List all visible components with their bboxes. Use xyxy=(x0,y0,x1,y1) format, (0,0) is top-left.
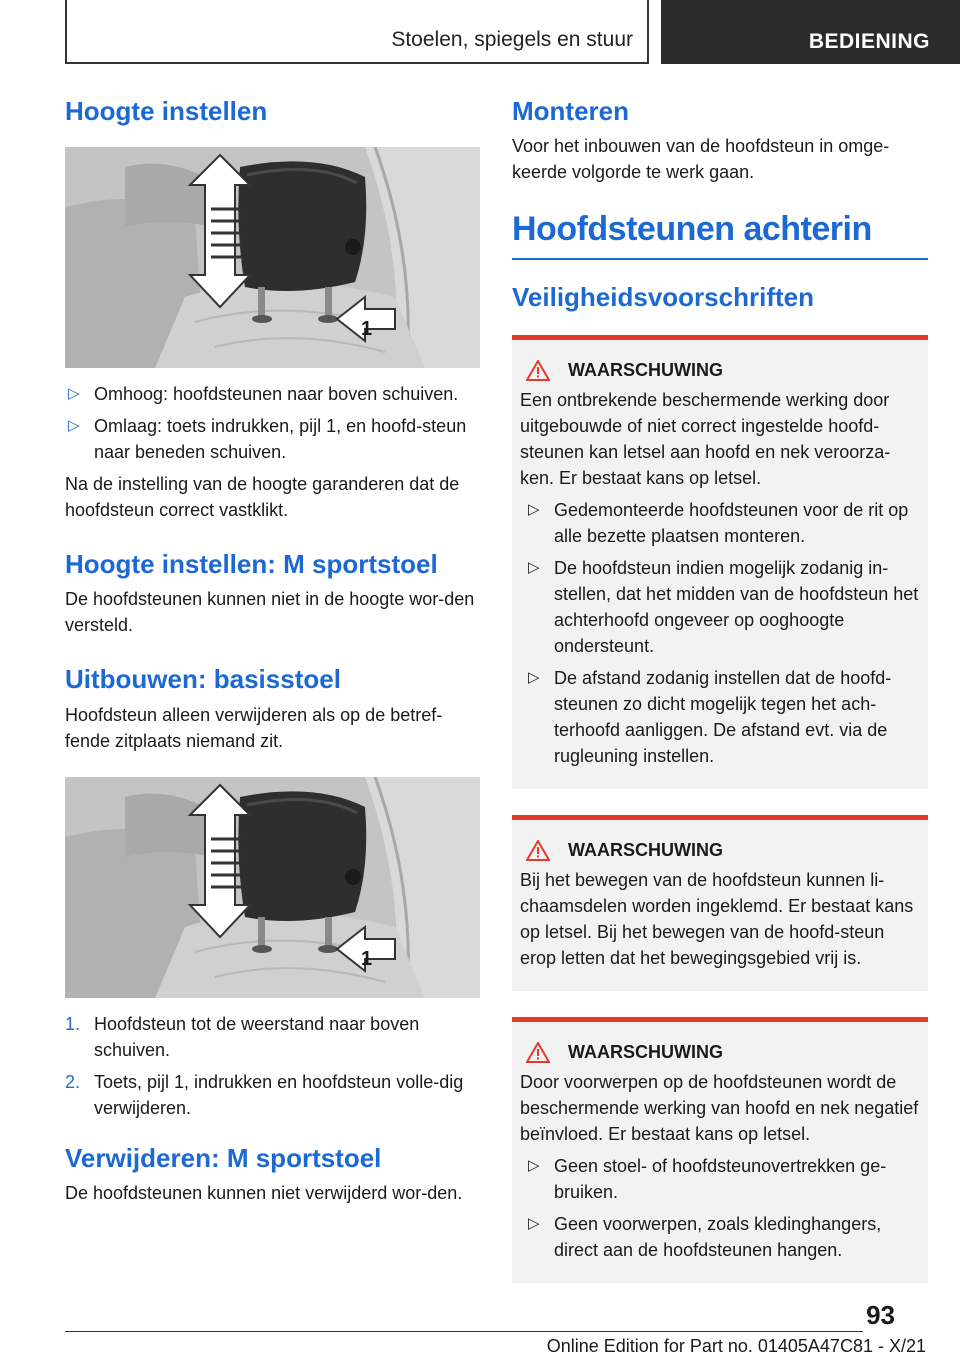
warning-box-2 xyxy=(512,815,928,991)
triangle-bullet-icon: ▷ xyxy=(528,669,540,687)
warning-list xyxy=(520,497,920,769)
paragraph-verwijderen: De hoofdsteunen kunnen niet verwijderd wor-den. xyxy=(65,1182,463,1203)
triangle-bullet-icon: ▷ xyxy=(68,385,80,403)
warning-triangle-icon xyxy=(526,360,550,381)
triangle-bullet-icon: ▷ xyxy=(528,1157,540,1175)
left-column xyxy=(65,96,480,1206)
warning-box-1 xyxy=(512,335,928,789)
header-chapter: Stoelen, spiegels en stuur xyxy=(391,28,633,51)
right-column xyxy=(512,96,928,1283)
heading-underline xyxy=(512,258,928,260)
warning-title: WAARSCHUWING xyxy=(520,1042,920,1063)
list-item: 2. Toets, pijl 1, indrukken en hoofdsteun volle-dig verwijderen. xyxy=(65,1069,480,1121)
list-item: 1. Hoofdsteun tot de weerstand naar boven schuiven. xyxy=(65,1011,480,1063)
heading-hoogte-instellen: Hoogte instellen xyxy=(65,96,268,126)
heading-verwijderen-m-sportstoel: Verwijderen: M sportstoel xyxy=(65,1142,382,1173)
list-item: ▷ De hoofdsteun indien mogelijk zodanig in-stellen, dat het midden van de hoofdsteun het achterhoofd ongeveer op ooghoogte ondersteunt. xyxy=(520,555,920,659)
removal-steps-list xyxy=(65,1011,480,1121)
paragraph-m-sportstoel-height: De hoofdsteunen kunnen niet in de hoogte wor-den versteld. xyxy=(65,589,475,636)
list-item: ▷ Omhoog: hoofdsteunen naar boven schuiven. xyxy=(65,381,480,407)
header-section: BEDIENING xyxy=(808,30,930,53)
figure-callout-number: 1 xyxy=(361,318,373,341)
footer-rule xyxy=(65,1331,863,1332)
warning-text: Door voorwerpen op de hoofdsteunen wordt de beschermende werking van hoofd en nek negatief beïnvloed. Er bestaat kans op letsel. xyxy=(520,1072,919,1145)
list-item: ▷ Geen voorwerpen, zoals kledinghangers, direct aan de hoofdsteunen hangen. xyxy=(520,1211,920,1263)
heading-hoofdsteunen-achterin: Hoofdsteunen achterin xyxy=(512,210,872,249)
paragraph-vastklikt: Na de instelling van de hoogte garanderen dat de hoofdsteun correct vastklikt. xyxy=(65,474,460,521)
warning-title: WAARSCHUWING xyxy=(520,840,920,861)
height-bullet-list xyxy=(65,381,480,465)
heading-veiligheidsvoorschriften: Veiligheidsvoorschriften xyxy=(512,281,814,312)
warning-triangle-icon xyxy=(526,1042,550,1063)
headrest-illustration-1 xyxy=(65,147,480,368)
list-item: ▷ Gedemonteerde hoofdsteunen voor de rit op alle bezette plaatsen monteren. xyxy=(520,497,920,549)
warning-triangle-icon xyxy=(526,840,550,861)
warning-title: WAARSCHUWING xyxy=(520,360,920,381)
warning-box-3 xyxy=(512,1017,928,1283)
triangle-bullet-icon: ▷ xyxy=(528,559,540,577)
triangle-bullet-icon: ▷ xyxy=(528,501,540,519)
footer-edition: Online Edition for Part no. 01405A47C81 - X/21 xyxy=(546,1336,926,1356)
triangle-bullet-icon: ▷ xyxy=(68,417,80,435)
paragraph-uitbouwen: Hoofdsteun alleen verwijderen als op de betref-fende zitplaats niemand zit. xyxy=(65,704,443,751)
list-item: ▷ Omlaag: toets indrukken, pijl 1, en hoofd-steun naar beneden schuiven. xyxy=(65,413,480,465)
figure-callout-number: 1 xyxy=(361,947,373,970)
paragraph-monteren: Voor het inbouwen van de hoofdsteun in omge-keerde volgorde te werk gaan. xyxy=(512,136,890,183)
triangle-bullet-icon: ▷ xyxy=(528,1215,540,1233)
page-number: 93 xyxy=(866,1300,895,1330)
headrest-illustration-2 xyxy=(65,777,480,998)
step-number: 1. xyxy=(65,1013,81,1034)
warning-list xyxy=(520,1153,920,1263)
list-item: ▷ De afstand zodanig instellen dat de hoofd-steunen zo dicht mogelijk tegen het ach-terhoofd aanliggen. De afstand evt. via de rugleuning instellen. xyxy=(520,665,920,769)
warning-text: Een ontbrekende beschermende werking door uitgebouwde of niet correct ingestelde hoofd-steunen kan letsel aan hoofd en nek veroorza-ken. Er bestaat kans op letsel. xyxy=(520,390,891,489)
list-item: ▷ Geen stoel- of hoofdsteunovertrekken ge-bruiken. xyxy=(520,1153,920,1205)
header-section-tab xyxy=(661,0,960,64)
heading-hoogte-m-sportstoel: Hoogte instellen: M sportstoel xyxy=(65,549,438,580)
heading-uitbouwen-basisstoel: Uitbouwen: basisstoel xyxy=(65,664,341,695)
header-chapter-tab xyxy=(65,0,649,64)
warning-text: Bij het bewegen van de hoofdsteun kunnen li-chaamsdelen worden ingeklemd. Er bestaat kans op letsel. Bij het bewegen van de hoofd-steun erop letten dat het bewegingsgebied vrij is. xyxy=(520,870,914,969)
heading-monteren: Monteren xyxy=(512,96,629,126)
step-number: 2. xyxy=(65,1071,81,1092)
